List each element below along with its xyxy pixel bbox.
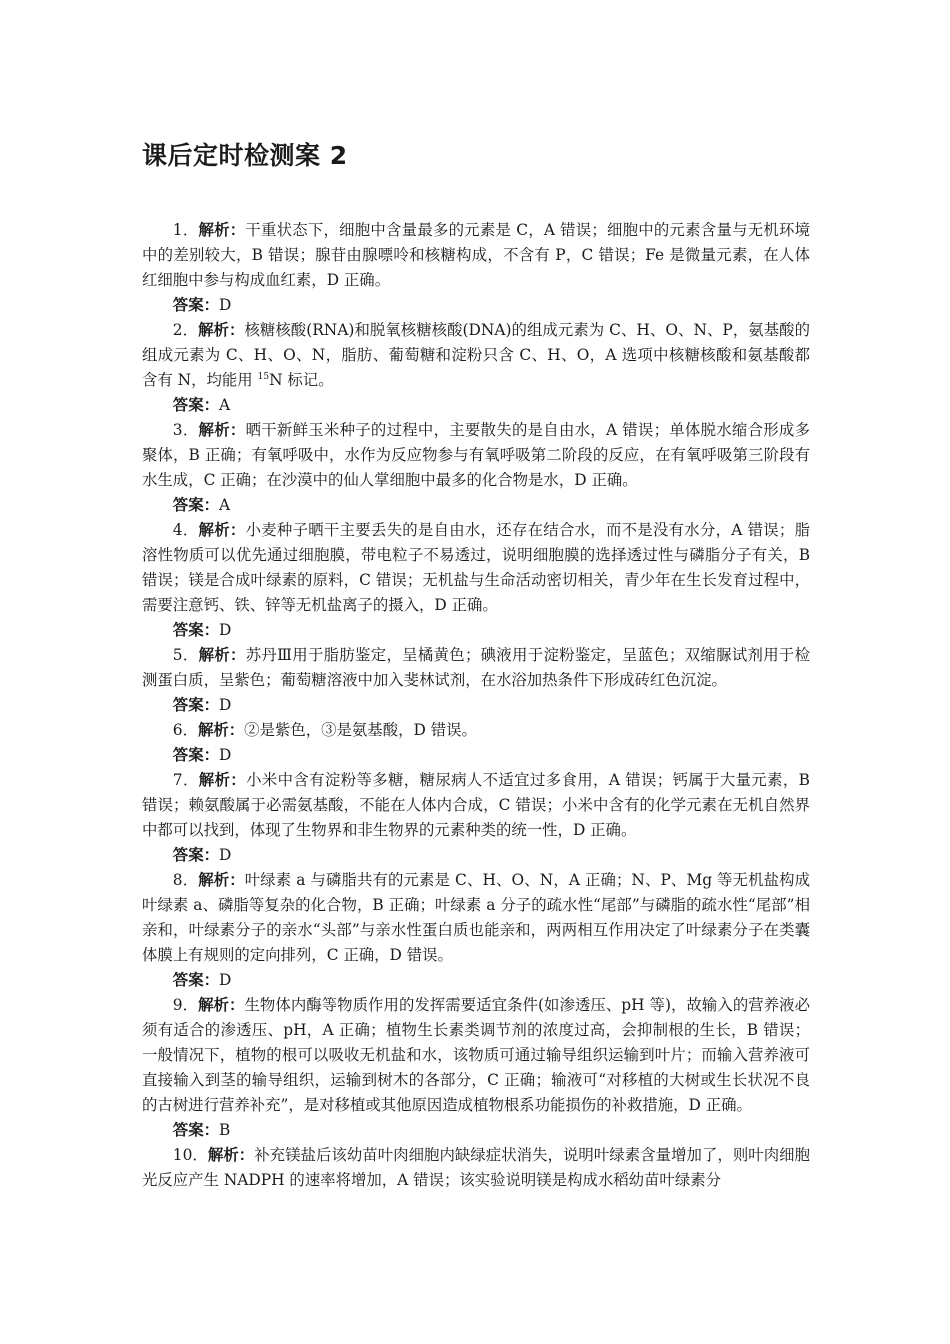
isotope-superscript: 15 [257,372,270,382]
analysis-paragraph [142,518,810,618]
answer-line [142,968,810,993]
analysis-label: 解析： [198,221,246,239]
item-number: 7． [172,771,199,789]
answer-label: 答案： [172,296,219,314]
analysis-label: 解析： [198,871,245,889]
answer-value: A [218,496,231,514]
analysis-label: 解析： [198,996,245,1014]
answer-label: 答案： [172,621,219,639]
analysis-text: 晒干新鲜玉米种子的过程中，主要散失的是自由水，A 错误；单体脱水缩合形成多聚体，B 正确；有氧呼吸中，水作为反应物参与有氧呼吸第二阶段的反应，在有氧呼吸第三阶段有水生成，C 正确；在沙漠中的仙人掌细胞中最多的化合物是水，D 正确。 [142,421,810,489]
analysis-label: 解析： [197,721,245,739]
analysis-label: 解析： [198,321,245,339]
analysis-paragraph [142,1143,810,1193]
answer-label: 答案： [172,846,219,864]
answer-line [142,393,810,418]
analysis-text: 苏丹Ⅲ用于脂肪鉴定，呈橘黄色；碘液用于淀粉鉴定，呈蓝色；双缩脲试剂用于检测蛋白质，呈紫色；葡萄糖溶液中加入斐林试剂，在水浴加热条件下形成砖红色沉淀。 [142,646,811,689]
answer-line [142,1118,810,1143]
analysis-paragraph [142,768,810,843]
item-number: 9． [172,996,199,1014]
answer-value: B [218,1121,231,1139]
analysis-label: 解析： [198,521,246,539]
item-number: 2． [172,321,199,339]
answer-line [142,618,810,643]
item-number: 1． [172,221,199,239]
item-number: 10． [172,1146,208,1164]
answer-value: A [218,396,231,414]
analysis-label: 解析： [198,646,246,664]
answer-value: D [218,971,232,989]
answer-line [142,693,810,718]
item-number: 4． [172,521,199,539]
analysis-text: 生物体内酶等物质作用的发挥需要适宜条件(如渗透压、pH 等)，故输入的营养液必须有适合的渗透压、pH，A 正确；植物生长素类调节剂的浓度过高，会抑制根的生长，B 错误；一般情况下，植物的根可以吸收无机盐和水，该物质可通过输导组织运输到叶片；而输入营养液可直接输入到茎的输导组织，运输到树木的各部分，C 正确；输液可“对移植的大树或生长状况不良的古树进行营养补充”，是对移植或其他原因造成植物根系功能损伤的补救措施，D 正确。 [142,996,810,1114]
analysis-paragraph [142,218,810,293]
analysis-paragraph [142,643,810,693]
answer-label: 答案： [172,496,219,514]
answer-line [142,843,810,868]
answer-label: 答案： [172,971,219,989]
answer-value: D [218,696,232,714]
analysis-paragraph [142,718,810,743]
answer-line [142,493,810,518]
page-title: 课后定时检测案 2 [142,141,348,170]
answer-value: D [218,296,232,314]
analysis-paragraph [142,318,810,393]
analysis-text: 叶绿素 a 与磷脂共有的元素是 C、H、O、N，A 正确；N、P、Mg 等无机盐构成叶绿素 a、磷脂等复杂的化合物，B 正确；叶绿素 a 分子的疏水性“尾部”与磷脂的疏水性“尾部”相亲和，叶绿素分子的亲水“头部”与亲水性蛋白质也能亲和，两两相互作用决定了叶绿素分子在类囊体膜上有规则的定向排列，C 正确，D 错误。 [142,871,810,964]
answer-value: D [218,746,232,764]
answer-value: D [218,846,232,864]
analysis-text: ②是紫色，③是氨基酸，D 错误。 [244,721,477,739]
analysis-text: 小米中含有淀粉等多糖，糖尿病人不适宜过多食用，A 错误；钙属于大量元素，B 错误；赖氨酸属于必需氨基酸，不能在人体内合成，C 错误；小米中含有的化学元素在无机自然界中都可以找到，体现了生物界和非生物界的元素种类的统一性，D 正确。 [142,771,810,839]
answer-label: 答案： [172,396,219,414]
analysis-text: 补充镁盐后该幼苗叶肉细胞内缺绿症状消失，说明叶绿素含量增加了，则叶肉细胞光反应产生 NADPH 的速率将增加，A 错误；该实验说明镁是构成水稻幼苗叶绿素分 [142,1146,810,1189]
item-number: 5． [172,646,199,664]
analysis-text-end: N 标记。 [269,371,334,389]
analysis-label: 解析： [207,1146,255,1164]
answer-label: 答案： [172,746,219,764]
analysis-paragraph [142,868,810,968]
answer-value: D [218,621,232,639]
analysis-text: 小麦种子晒干主要丢失的是自由水，还存在结合水，而不是没有水分，A 错误；脂溶性物质可以优先通过细胞膜，带电粒子不易透过，说明细胞膜的选择透过性与磷脂分子有关，B 错误；镁是合成叶绿素的原料，C 错误；无机盐与生命活动密切相关，青少年在生长发育过程中，需要注意钙、铁、锌等无机盐离子的摄入，D 正确。 [142,521,810,614]
answer-line [142,293,810,318]
answer-label: 答案： [172,696,219,714]
analysis-text: 核糖核酸(RNA)和脱氧核糖核酸(DNA)的组成元素为 C、H、O、N、P，氨基酸的组成元素为 C、H、O、N，脂肪、葡萄糖和淀粉只含 C、H、O，A 选项中核糖核酸和氨基酸都含有 N，均能用 [142,321,810,389]
analysis-label: 解析： [198,421,246,439]
answer-list [142,218,810,1193]
answer-line [142,743,810,768]
analysis-paragraph [142,993,810,1118]
analysis-paragraph [142,418,810,493]
analysis-text: 干重状态下，细胞中含量最多的元素是 C，A 错误；细胞中的元素含量与无机环境中的差别较大，B 错误；腺苷由腺嘌呤和核糖构成，不含有 P，C 错误；Fe 是微量元素，在人体红细胞中参与构成血红素，D 正确。 [142,221,810,289]
answer-label: 答案： [172,1121,219,1139]
item-number: 3． [172,421,199,439]
item-number: 6． [172,721,198,739]
analysis-label: 解析： [198,771,247,789]
item-number: 8． [172,871,199,889]
